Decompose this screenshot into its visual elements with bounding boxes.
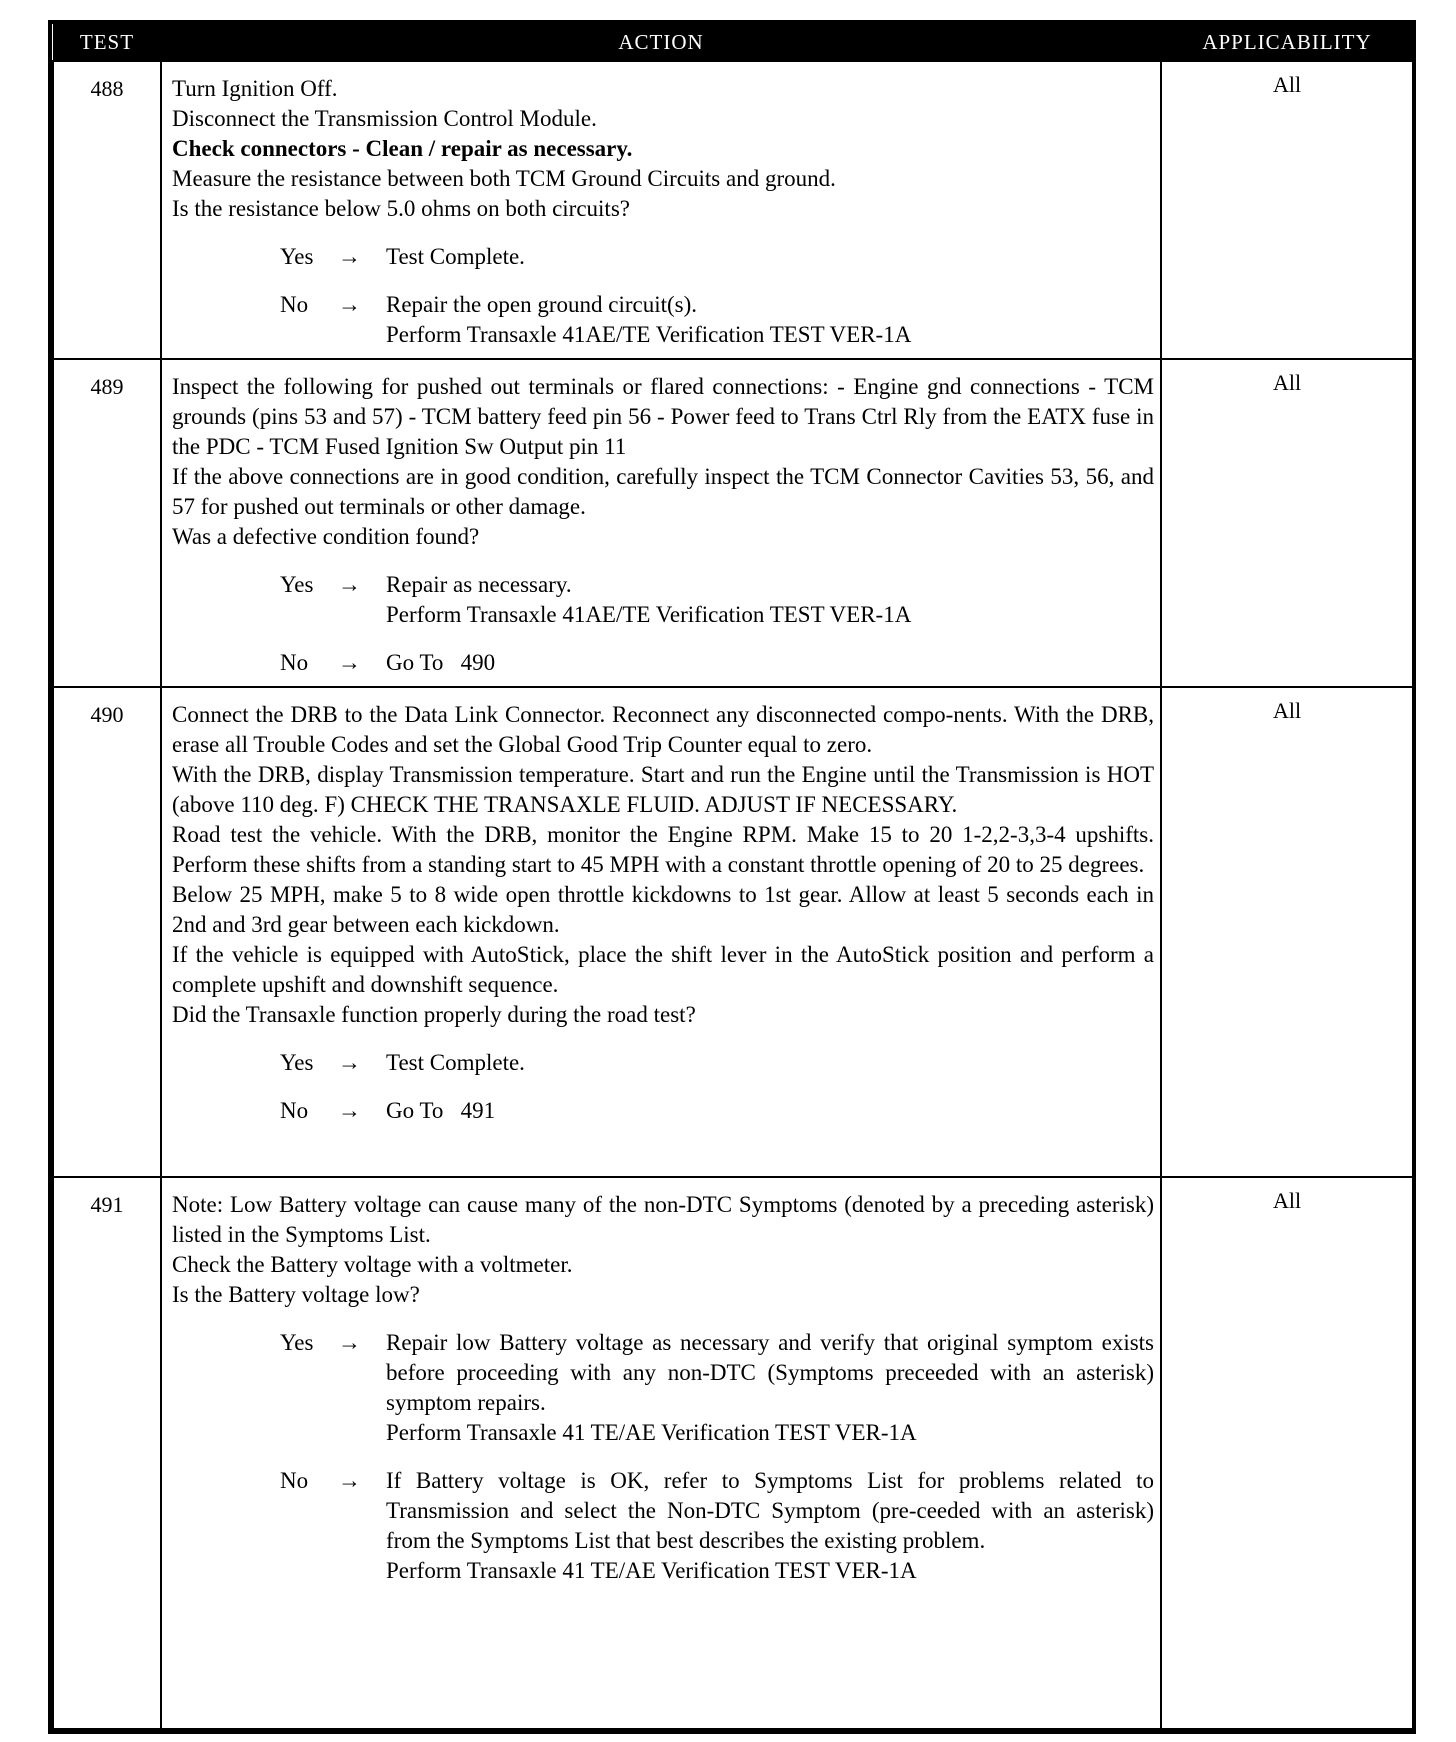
action-line: Note: Low Battery voltage can cause many of the non-DTC Symptoms (denoted by a preceding asterisk) listed in the Symptoms List.	[172, 1192, 1154, 1247]
test-number: 490	[53, 687, 161, 1177]
table-row	[53, 359, 1413, 687]
yes-label: Yes	[280, 1050, 314, 1075]
arrow-icon: →	[338, 244, 361, 269]
arrow-icon: →	[338, 1330, 361, 1355]
yes-text: Repair as necessary.	[386, 572, 572, 597]
no-label: No	[280, 292, 309, 317]
action-line: Inspect the following for pushed out terminals or flared connections: - Engine gnd connections - TCM grounds (pins 53 and 57) - TCM battery feed pin 56 - Power feed to Trans Ctrl Rly from the EATX fuse in the PDC - TCM Fused Ignition Sw Output pin 11	[172, 374, 1154, 459]
header-row	[53, 24, 1413, 61]
no-label: No	[280, 1468, 309, 1493]
action-cell	[161, 687, 1161, 1177]
applicability-value: All	[1161, 687, 1413, 1177]
no-text: Go To 490	[386, 650, 496, 675]
no-text: Go To 491	[386, 1098, 496, 1123]
applicability-value: All	[1161, 1177, 1413, 1729]
test-number: 491	[53, 1177, 161, 1729]
action-line: If the vehicle is equipped with AutoStick, place the shift lever in the AutoStick position and perform a complete upshift and downshift sequence.	[172, 942, 1154, 997]
test-number: 489	[53, 359, 161, 687]
action-cell	[161, 359, 1161, 687]
header-action: ACTION	[161, 24, 1161, 61]
no-extra: Perform Transaxle 41AE/TE Verification TEST VER-1A	[386, 322, 912, 347]
arrow-icon: →	[338, 650, 361, 675]
yes-text: Test Complete.	[386, 244, 525, 269]
no-text: Repair the open ground circuit(s).	[386, 292, 698, 317]
arrow-icon: →	[338, 1468, 361, 1493]
action-line: With the DRB, display Transmission temperature. Start and run the Engine until the Transmission is HOT (above 110 deg. F) CHECK THE TRANSAXLE FLUID. ADJUST IF NECESSARY.	[172, 762, 1154, 817]
no-result	[172, 1096, 1154, 1126]
no-result	[172, 1466, 1154, 1586]
diagnostic-test-table	[52, 24, 1414, 1730]
yes-extra: Perform Transaxle 41 TE/AE Verification TEST VER-1A	[386, 1420, 917, 1445]
yes-result	[172, 1048, 1154, 1078]
action-line: Measure the resistance between both TCM Ground Circuits and ground.	[172, 166, 836, 191]
action-line: Check the Battery voltage with a voltmeter.	[172, 1252, 573, 1277]
action-line: Did the Transaxle function properly during the road test?	[172, 1002, 696, 1027]
arrow-icon: →	[338, 572, 361, 597]
action-line: Was a defective condition found?	[172, 524, 480, 549]
no-label: No	[280, 1098, 309, 1123]
table-row	[53, 61, 1413, 359]
yes-result	[172, 1328, 1154, 1448]
no-text: If Battery voltage is OK, refer to Symptoms List for problems related to Transmission and select the Non-DTC Symptom (pre-ceeded with an asterisk) from the Symptoms List that best describes the existing problem.	[386, 1468, 1154, 1553]
yes-label: Yes	[280, 572, 314, 597]
applicability-value: All	[1161, 359, 1413, 687]
header-test: TEST	[53, 24, 161, 61]
action-line: Turn Ignition Off.	[172, 76, 338, 101]
action-line: If the above connections are in good condition, carefully inspect the TCM Connector Cavities 53, 56, and 57 for pushed out terminals or other damage.	[172, 464, 1154, 519]
action-line: Disconnect the Transmission Control Module.	[172, 106, 597, 131]
action-line-bold: Check connectors - Clean / repair as necessary.	[172, 136, 633, 161]
yes-text: Repair low Battery voltage as necessary and verify that original symptom exists before proceeding with any non-DTC (Symptoms preceeded with an asterisk) symptom repairs.	[386, 1330, 1154, 1415]
yes-extra: Perform Transaxle 41AE/TE Verification TEST VER-1A	[386, 602, 912, 627]
yes-result	[172, 570, 1154, 630]
header-applicability: APPLICABILITY	[1161, 24, 1413, 61]
applicability-value: All	[1161, 61, 1413, 359]
yes-result	[172, 242, 1154, 272]
action-line: Below 25 MPH, make 5 to 8 wide open throttle kickdowns to 1st gear. Allow at least 5 seconds each in 2nd and 3rd gear between each kickdown.	[172, 882, 1154, 937]
yes-label: Yes	[280, 244, 314, 269]
action-line: Connect the DRB to the Data Link Connector. Reconnect any disconnected compo-nents. With the DRB, erase all Trouble Codes and set the Global Good Trip Counter equal to zero.	[172, 702, 1154, 757]
arrow-icon: →	[338, 1050, 361, 1075]
no-result	[172, 290, 1154, 350]
action-cell	[161, 1177, 1161, 1729]
action-line: Is the resistance below 5.0 ohms on both circuits?	[172, 196, 630, 221]
diagnostic-test-table-frame	[48, 20, 1416, 1734]
no-result	[172, 648, 1154, 678]
test-number: 488	[53, 61, 161, 359]
no-label: No	[280, 650, 309, 675]
arrow-icon: →	[338, 1098, 361, 1123]
action-line: Road test the vehicle. With the DRB, monitor the Engine RPM. Make 15 to 20 1-2,2-3,3-4 upshifts. Perform these shifts from a standing start to 45 MPH with a constant throttle opening of 20 to 25 degrees.	[172, 822, 1154, 877]
action-line: Is the Battery voltage low?	[172, 1282, 420, 1307]
no-extra: Perform Transaxle 41 TE/AE Verification TEST VER-1A	[386, 1558, 917, 1583]
action-cell	[161, 61, 1161, 359]
arrow-icon: →	[338, 292, 361, 317]
table-row	[53, 687, 1413, 1177]
yes-text: Test Complete.	[386, 1050, 525, 1075]
yes-label: Yes	[280, 1330, 314, 1355]
table-row	[53, 1177, 1413, 1729]
